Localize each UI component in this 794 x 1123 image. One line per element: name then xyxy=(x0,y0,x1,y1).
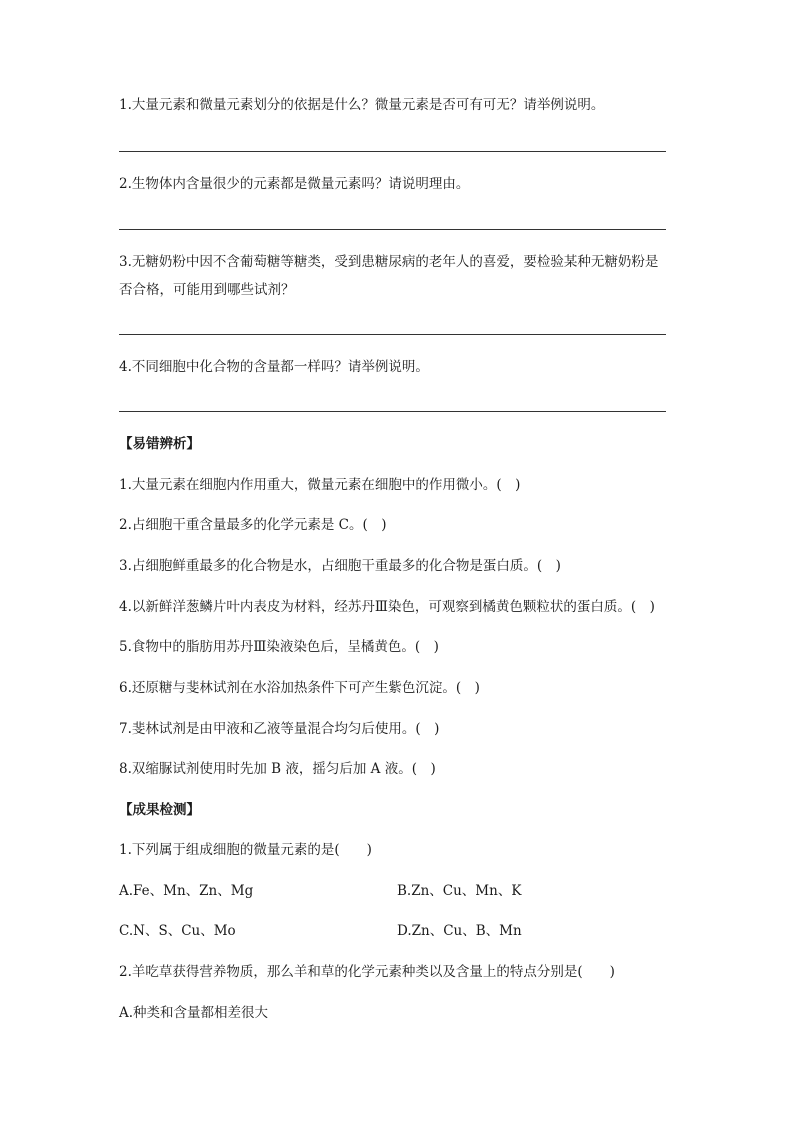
question-4: 4.不同细胞中化合物的含量都一样吗？请举例说明。 xyxy=(119,359,429,375)
error-item-2: 2.占细胞干重含量最多的化学元素是 C。( ) xyxy=(119,517,387,533)
option-a: A.Fe、Mn、Zn、Mg xyxy=(119,883,254,899)
question-2: 2.生物体内含量很少的元素都是微量元素吗？请说明理由。 xyxy=(119,176,470,192)
error-item-1: 1.大量元素在细胞内作用重大，微量元素在细胞中的作用微小。( ) xyxy=(119,477,521,493)
error-item-3: 3.占细胞鲜重最多的化合物是水，占细胞干重最多的化合物是蛋白质。( ) xyxy=(119,558,561,574)
error-item-7: 7.斐林试剂是由甲液和乙液等量混合均匀后使用。( ) xyxy=(119,721,440,737)
answer-line-3[interactable] xyxy=(119,334,666,335)
error-item-4: 4.以新鲜洋葱鳞片叶内表皮为材料，经苏丹Ⅲ染色，可观察到橘黄色颗粒状的蛋白质。( ) xyxy=(119,599,655,615)
question-1: 1.大量元素和微量元素划分的依据是什么？微量元素是否可有可无？请举例说明。 xyxy=(119,97,605,113)
question-3-line-2: 否合格，可能用到哪些试剂？ xyxy=(119,282,295,298)
answer-line-2[interactable] xyxy=(119,229,666,230)
error-item-8: 8.双缩脲试剂使用时先加 B 液，摇匀后加 A 液。( ) xyxy=(119,761,436,777)
error-analysis-heading: 【易错辨析】 xyxy=(119,436,200,452)
achievement-test-heading: 【成果检测】 xyxy=(119,802,200,818)
error-item-5: 5.食物中的脂肪用苏丹Ⅲ染液染色后，呈橘黄色。( ) xyxy=(119,639,439,655)
test-question-2: 2.羊吃草获得营养物质，那么羊和草的化学元素种类以及含量上的特点分别是( ) xyxy=(119,964,615,980)
answer-line-1[interactable] xyxy=(119,151,666,152)
option-d: D.Zn、Cu、B、Mn xyxy=(397,923,522,939)
test-question-2-option-a: A.种类和含量都相差很大 xyxy=(119,1005,269,1021)
answer-line-4[interactable] xyxy=(119,411,666,412)
option-c: C.N、S、Cu、Mo xyxy=(119,923,236,939)
option-b: B.Zn、Cu、Mn、K xyxy=(397,883,522,899)
question-3-line-1: 3.无糖奶粉中因不含葡萄糖等糖类，受到患糖尿病的老年人的喜爱，要检验某种无糖奶粉是 xyxy=(119,254,659,270)
error-item-6: 6.还原糖与斐林试剂在水浴加热条件下可产生紫色沉淀。( ) xyxy=(119,680,480,696)
test-question-1: 1.下列属于组成细胞的微量元素的是( ) xyxy=(119,842,372,858)
